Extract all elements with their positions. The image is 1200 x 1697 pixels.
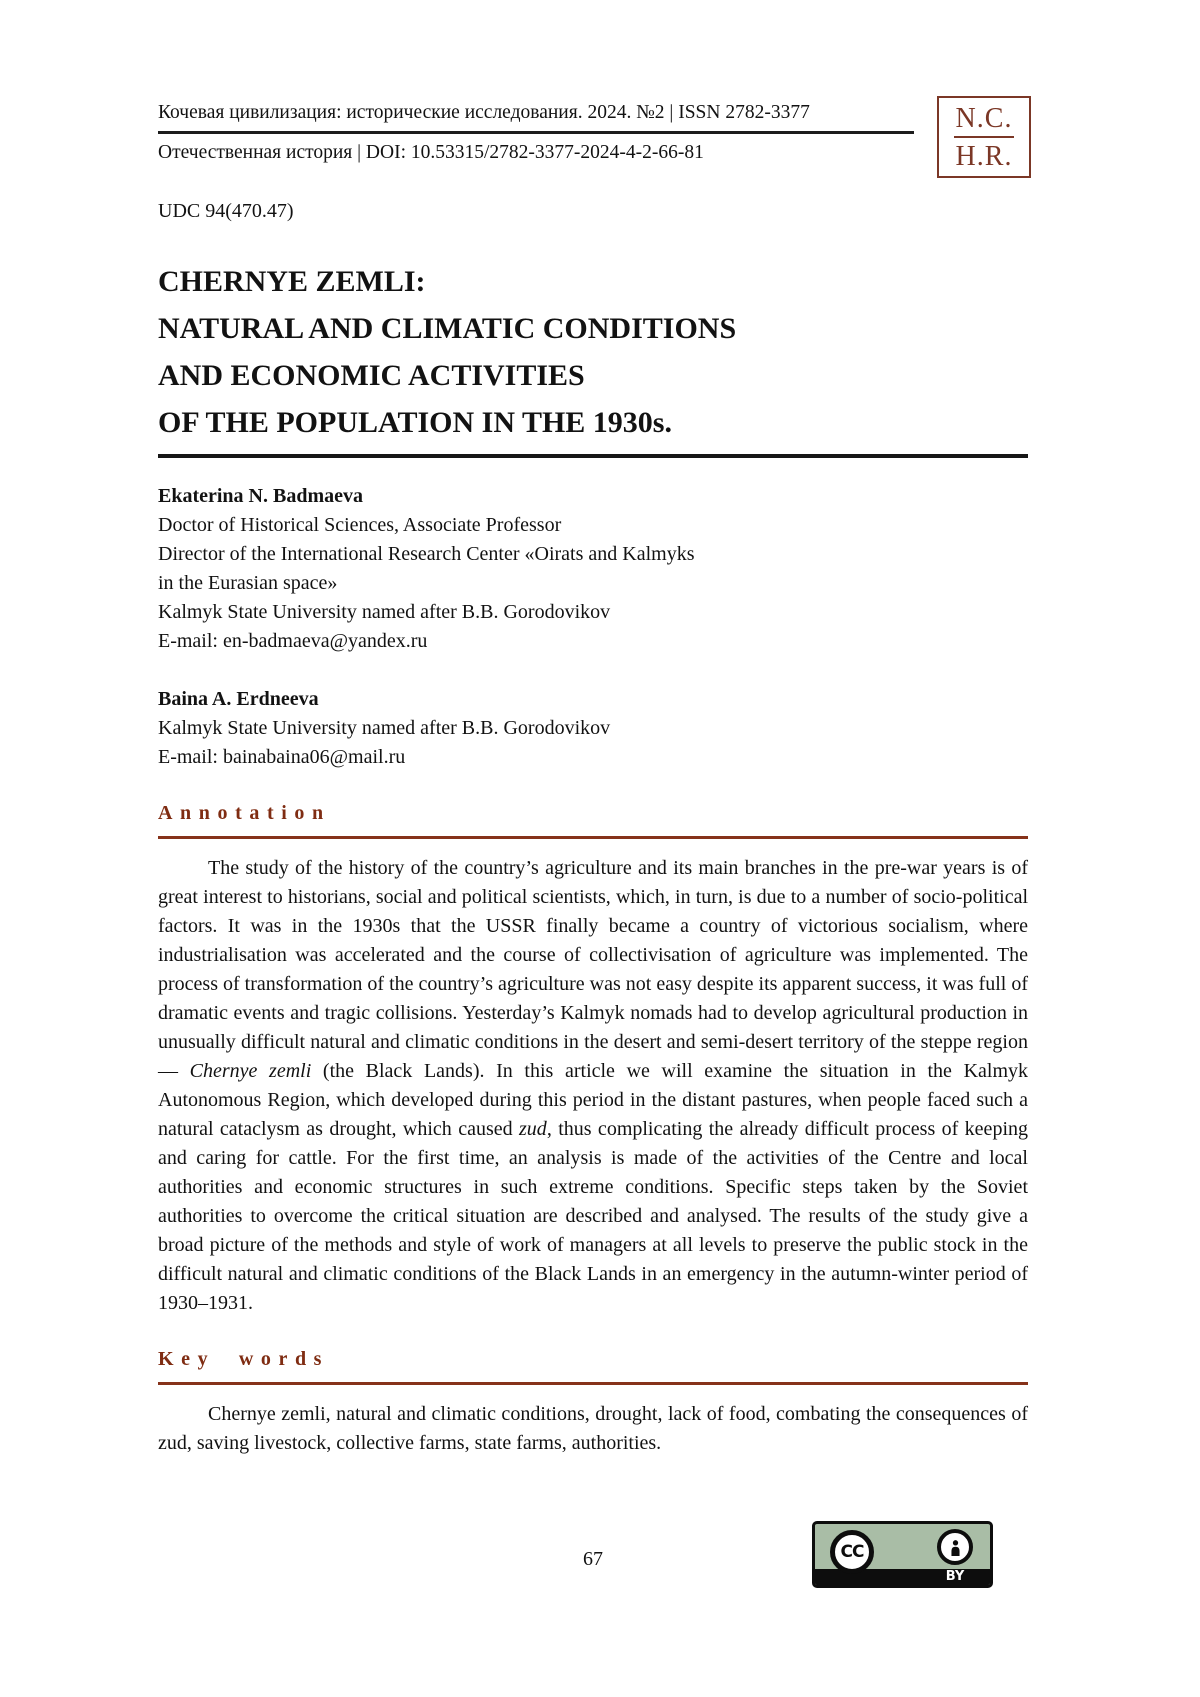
journal-title-line: Кочевая цивилизация: исторические исследования. 2024. №2 | ISSN 2782-3377 xyxy=(158,100,914,134)
author-degree: Doctor of Historical Sciences, Associate Professor xyxy=(158,514,562,536)
udc-code: UDC 94(470.47) xyxy=(158,200,294,222)
author-name: Ekaterina N. Badmaeva xyxy=(158,485,363,507)
keywords-text: Chernye zemli, natural and climatic conditions, drought, lack of food, combating the consequences of zud, saving livestock, collective farms, state farms, authorities. xyxy=(158,1403,1028,1454)
author-email: E-mail: bainabaina06@mail.ru xyxy=(158,746,406,768)
title-line: CHERNYE ZEMLI: xyxy=(158,265,426,298)
author-affiliation: Kalmyk State University named after B.B. Gorodovikov xyxy=(158,717,611,739)
author-email: E-mail: en-badmaeva@yandex.ru xyxy=(158,630,428,652)
annotation-divider xyxy=(158,836,1028,839)
logo-line-2: H.R. xyxy=(955,140,1013,172)
author-position: in the Eurasian space» xyxy=(158,572,338,594)
annotation-segment: (the Black Lands). In this article we will examine the situation in the Kalmyk Autonomous Region, which developed during this period in the distant pastures, when people faced such a natural cataclysm as drought, which caused xyxy=(158,1060,1028,1140)
author-affiliation: Kalmyk State University named after B.B. Gorodovikov xyxy=(158,601,611,623)
author-name: Baina A. Erdneeva xyxy=(158,688,319,710)
article-title xyxy=(158,258,1028,446)
keywords-divider xyxy=(158,1382,1028,1385)
annotation-segment: The study of the history of the country’s agriculture and its main branches in the pre-war years is of great interest to historians, social and political scientists, which, in turn, is due to a number of socio-political factors. It was in the 1930s that the USSR finally became a country of victorious socialism, where industrialisation was accelerated and the course of collectivisation of agriculture was implemented. The process of transformation of the country’s agriculture was not easy despite its apparent success, it was full of dramatic events and tragic collisions. Yesterday’s Kalmyk nomads had to develop agricultural production in unusually difficult natural and climatic conditions in the desert and semi-desert territory of the steppe region — xyxy=(158,857,1028,1082)
cc-by-license-badge[interactable] xyxy=(812,1521,993,1588)
annotation-text xyxy=(158,854,1028,1318)
author-1 xyxy=(158,482,1028,656)
page-content xyxy=(158,0,1028,1478)
annotation-segment-italic: Chernye zemli xyxy=(189,1060,312,1082)
title-line: NATURAL AND CLIMATIC CONDITIONS xyxy=(158,312,737,345)
page-number: 67 xyxy=(583,1548,603,1570)
author-2 xyxy=(158,685,1028,772)
person-icon xyxy=(937,1529,973,1565)
title-line: OF THE POPULATION IN THE 1930s. xyxy=(158,406,672,439)
annotation-segment-italic: zud xyxy=(519,1118,547,1140)
annotation-segment: , thus complicating the already difficult process of keeping and caring for cattle. For the first time, an analysis is made of the activities of the Centre and local authorities and economic structures in such extreme conditions. Specific steps taken by the Soviet authorities to overcome the critical situation are described and analysed. The results of the study give a broad picture of the methods and style of work of managers at all levels to preserve the public stock in the difficult natural and climatic conditions of the Black Lands in an emergency in the autumn-winter period of 1930–1931. xyxy=(158,1118,1028,1314)
keywords-heading: Key words xyxy=(158,1348,330,1370)
cc-icon: CC xyxy=(830,1530,874,1574)
title-divider xyxy=(158,454,1028,458)
logo-line-1: N.C. xyxy=(954,102,1015,138)
author-position: Director of the International Research Center «Oirats and Kalmyks xyxy=(158,543,695,565)
annotation-heading: Annotation xyxy=(158,802,331,824)
by-label: BY xyxy=(945,1569,965,1584)
title-line: AND ECONOMIC ACTIVITIES xyxy=(158,359,585,392)
journal-section-line: Отечественная история | DOI: 10.53315/2782-3377-2024-4-2-66-81 xyxy=(158,142,704,163)
journal-header xyxy=(158,100,914,165)
authors-block xyxy=(158,482,1028,772)
